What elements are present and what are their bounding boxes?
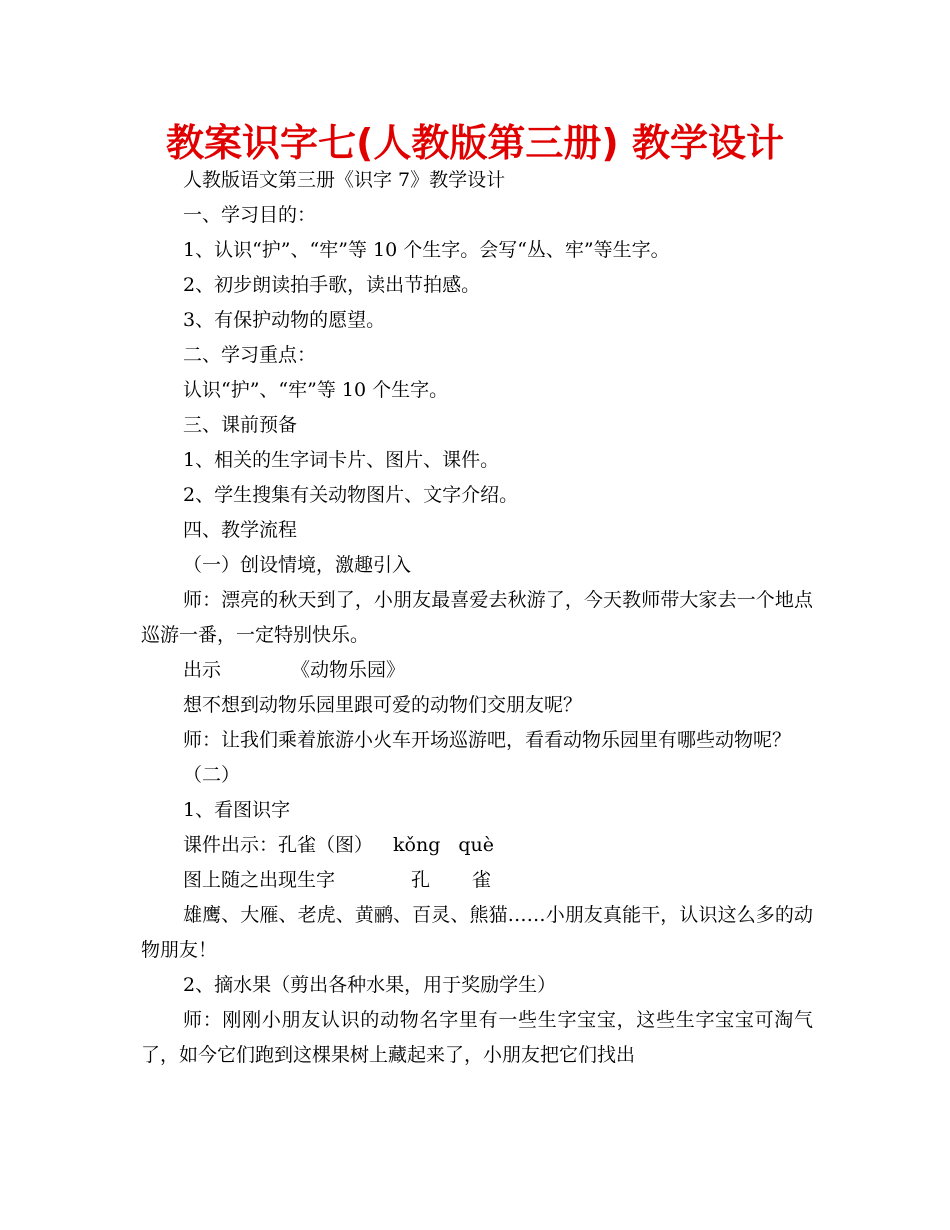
paragraph: 1、看图识字 (183, 799, 291, 821)
paragraph: 1、认识“护”、“牢”等 10 个生字。会写“丛、牢”等生字。 (183, 239, 670, 261)
chars-line (141, 863, 813, 898)
paragraph: 师：让我们乘着旅游小火车开场巡游吧，看看动物乐园里有哪些动物呢？ (183, 729, 792, 751)
show-title: 《动物乐园》 (291, 659, 406, 681)
section-heading: 四、教学流程 (183, 519, 298, 541)
char-que: 雀 (472, 869, 492, 891)
char-kong: 孔 (411, 869, 431, 891)
paragraph: 2、学生搜集有关动物图片、文字介绍。 (183, 484, 519, 506)
section-heading: 一、学习目的： (183, 204, 317, 226)
paragraph: （二） (183, 764, 241, 786)
courseware-line (141, 828, 813, 863)
pinyin-kong: kǒng (393, 834, 441, 856)
chars-text: 图上随之出现生字 (183, 869, 336, 891)
document-body (141, 163, 813, 1073)
paragraph: 2、摘水果（剪出各种水果，用于奖励学生） (183, 974, 557, 996)
paragraph: （一）创设情境，激趣引入 (183, 554, 412, 576)
paragraph: 认识“护”、“牢”等 10 个生字。 (183, 379, 449, 401)
document-title: 教案识字七(人教版第三册) 教学设计 (166, 121, 784, 165)
paragraph: 师：刚刚小朋友认识的动物名字里有一些生字宝宝，这些生字宝宝可淘气了，如今它们跑到这棵果树上藏起来了，小朋友把它们找出 (141, 1009, 813, 1066)
show-line (141, 653, 813, 688)
section-heading: 二、学习重点： (183, 344, 317, 366)
paragraph: 雄鹰、大雁、老虎、黄鹂、百灵、熊猫……小朋友真能干，认识这么多的动物朋友！ (141, 904, 813, 961)
show-label: 出示 (183, 659, 222, 681)
paragraph: 人教版语文第三册《识字 7》教学设计 (183, 169, 506, 191)
paragraph: 师：漂亮的秋天到了，小朋友最喜爱去秋游了，今天教师带大家去一个地点巡游一番，一定特别快乐。 (141, 589, 813, 646)
paragraph: 2、初步朗读拍手歌，读出节拍感。 (183, 274, 481, 296)
pinyin-que: què (458, 834, 495, 856)
paragraph: 1、相关的生字词卡片、图片、课件。 (183, 449, 500, 471)
paragraph: 3、有保护动物的愿望。 (183, 309, 386, 331)
courseware-text: 课件出示：孔雀（图） (183, 834, 374, 856)
section-heading: 三、课前预备 (183, 414, 298, 436)
paragraph: 想不想到动物乐园里跟可爱的动物们交朋友呢？ (183, 694, 583, 716)
